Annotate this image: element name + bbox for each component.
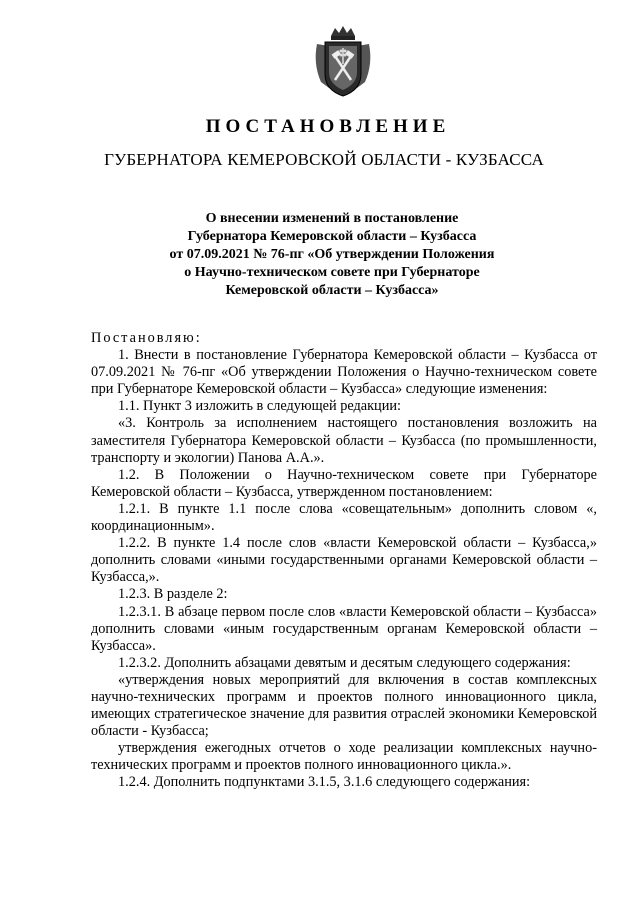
heading-line: Губернатора Кемеровской области – Кузбасса (187, 229, 477, 244)
coat-of-arms-emblem (311, 24, 375, 98)
heading-line: Кемеровской области – Кузбасса» (225, 283, 439, 298)
paragraph: 1. Внести в постановление Губернатора Кемеровской области – Кузбасса от 07.09.2021 № 76-пг «Об утверждении Положения о Научно-техническом совете при Губернаторе Кемеровской области – Кузбасса» следующие изменения: (91, 347, 597, 398)
paragraph: «утверждения новых мероприятий для включения в состав комплексных научно-технических программ и проектов полного инновационного цикла, имеющих стратегическое значение для развития отраслей экономики Кемеровской области - Кузбасса; (91, 671, 597, 740)
paragraph: утверждения ежегодных отчетов о ходе реализации комплексных научно-технических программ и проектов полного инновационного цикла.». (91, 740, 597, 774)
document-heading (12, 210, 640, 300)
heading-line: от 07.09.2021 № 76-пг «Об утверждении Положения (169, 247, 495, 262)
paragraph: 1.2.3.1. В абзаце первом после слов «власти Кемеровской области – Кузбасса» дополнить словами «иным государственным органам Кемеровской области – Кузбасса». (91, 603, 597, 654)
decree-intro: Постановляю: (91, 330, 202, 346)
issuing-authority: ГУБЕРНАТОРА КЕМЕРОВСКОЙ ОБЛАСТИ - КУЗБАССА (104, 150, 544, 169)
paragraph: «3. Контроль за исполнением настоящего постановления возложить на заместителя Губернатора Кемеровской области – Кузбасса (по промышленности, транспорту и экологии) Панова А.А.». (91, 415, 597, 466)
paragraph: 1.2. В Положении о Научно-техническом совете при Губернаторе Кемеровской области – Кузбасса, утвержденном постановлением: (91, 466, 597, 500)
paragraph: 1.1. Пункт 3 изложить в следующей редакции: (118, 398, 401, 415)
heading-line: о Научно-техническом совете при Губернаторе (184, 265, 480, 280)
paragraph: 1.2.3. В разделе 2: (118, 586, 228, 603)
document-body (91, 330, 597, 792)
paragraph: 1.2.2. В пункте 1.4 после слов «власти Кемеровской области – Кузбасса,» дополнить словами «иными государственными органами Кемеровской области – Кузбасса,». (91, 535, 597, 586)
paragraph: 1.2.4. Дополнить подпунктами 3.1.5, 3.1.6 следующего содержания: (118, 774, 531, 791)
heading-line: О внесении изменений в постановление (205, 211, 459, 226)
paragraph: 1.2.1. В пункте 1.1 после слова «совещательным» дополнить словом «, координационным». (91, 500, 597, 535)
paragraph: 1.2.3.2. Дополнить абзацами девятым и десятым следующего содержания: (118, 654, 571, 671)
document-type-title: ПОСТАНОВЛЕНИЕ (205, 116, 451, 137)
